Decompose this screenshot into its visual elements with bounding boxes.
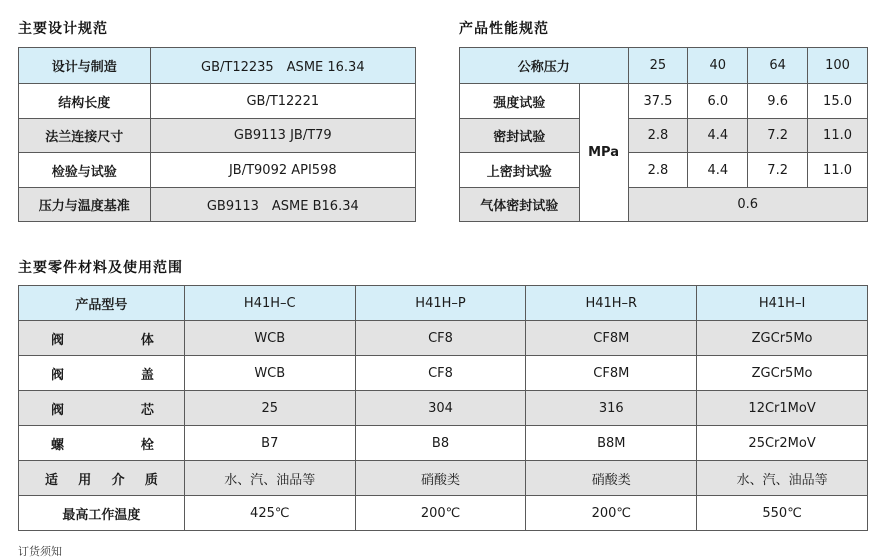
perf-value-cell: 2.8 [628, 153, 688, 188]
materials-label-cell [19, 426, 185, 461]
materials-title: 主要零件材料及使用范围 [18, 260, 183, 276]
materials-value-cell: WCB [184, 321, 355, 356]
perf-value-cell: 7.2 [748, 153, 808, 188]
label-char: 介 [111, 472, 125, 488]
materials-label-cell [19, 391, 185, 426]
perf-row [460, 153, 868, 188]
materials-label [19, 329, 184, 348]
perf-label-cell: 强度试验 [460, 84, 580, 119]
design-value-cell: GB9113 ASME B16.34 [150, 188, 415, 222]
materials-row [19, 496, 868, 531]
label-char: 栓 [140, 437, 154, 453]
materials-value-cell: CF8 [355, 356, 526, 391]
design-row [19, 119, 416, 153]
label-char: 芯 [140, 402, 154, 418]
materials-header-row [19, 286, 868, 321]
performance-spec-title: 产品性能规范 [459, 21, 549, 37]
perf-header-label: 公称压力 [460, 48, 629, 84]
label-char: 盖 [140, 367, 154, 383]
pressure-header-cell: 64 [748, 48, 808, 84]
design-value-cell: GB/T12235 ASME 16.34 [150, 48, 415, 84]
materials-value-cell: 水、汽、油品等 [697, 461, 868, 496]
materials-value-cell: 硝酸类 [355, 461, 526, 496]
materials-label-cell [19, 321, 185, 356]
perf-gas-value: 0.6 [628, 188, 868, 222]
model-header-cell: H41H–R [526, 286, 697, 321]
label-char: 质 [144, 472, 158, 488]
model-header-cell: H41H–P [355, 286, 526, 321]
perf-row [460, 119, 868, 153]
label-char: 阀 [51, 367, 65, 383]
materials-value-cell: CF8M [526, 356, 697, 391]
model-header-cell: H41H–I [697, 286, 868, 321]
materials-value-cell: 水、汽、油品等 [184, 461, 355, 496]
materials-header-label: 产品型号 [19, 286, 185, 321]
materials-value-cell: 316 [526, 391, 697, 426]
design-row [19, 188, 416, 222]
materials-value-cell: 12Cr1MoV [697, 391, 868, 426]
materials-table [18, 285, 868, 531]
model-header-cell: H41H–C [184, 286, 355, 321]
label-char: 螺 [51, 437, 65, 453]
design-row [19, 84, 416, 119]
label-char: 适 [45, 472, 59, 488]
design-value-cell: GB/T12221 [150, 84, 415, 119]
perf-value-cell: 9.6 [748, 84, 808, 119]
perf-value-cell: 11.0 [808, 119, 868, 153]
materials-value-cell: 550℃ [697, 496, 868, 531]
materials-label-cell [19, 356, 185, 391]
materials-label-cell [19, 461, 185, 496]
design-spec-table [18, 47, 416, 222]
footnote-text: 订货须知 [18, 545, 62, 558]
perf-value-cell: 6.0 [688, 84, 748, 119]
design-label-cell: 结构长度 [19, 84, 151, 119]
label-char: 体 [140, 332, 154, 348]
perf-label-cell: 气体密封试验 [460, 188, 580, 222]
materials-row [19, 321, 868, 356]
materials-row [19, 356, 868, 391]
design-label-cell: 法兰连接尺寸 [19, 119, 151, 153]
materials-value-cell: 25 [184, 391, 355, 426]
materials-value-cell: 425℃ [184, 496, 355, 531]
design-label-cell: 设计与制造 [19, 48, 151, 84]
label-char: 阀 [51, 402, 65, 418]
materials-label [19, 364, 184, 383]
design-value-cell: JB/T9092 API598 [150, 153, 415, 188]
materials-value-cell: 25Cr2MoV [697, 426, 868, 461]
design-label-cell: 压力与温度基准 [19, 188, 151, 222]
perf-unit-cell: MPa [579, 84, 628, 222]
materials-label [19, 399, 184, 418]
perf-header-row [460, 48, 868, 84]
materials-value-cell: B8 [355, 426, 526, 461]
performance-spec-table [459, 47, 868, 222]
perf-value-cell: 4.4 [688, 153, 748, 188]
pressure-header-cell: 100 [808, 48, 868, 84]
materials-value-cell: B8M [526, 426, 697, 461]
perf-value-cell: 37.5 [628, 84, 688, 119]
design-label-cell: 检验与试验 [19, 153, 151, 188]
label-char: 用 [78, 472, 92, 488]
design-value-cell: GB9113 JB/T79 [150, 119, 415, 153]
perf-value-cell: 15.0 [808, 84, 868, 119]
materials-label [19, 469, 184, 488]
materials-value-cell: CF8M [526, 321, 697, 356]
materials-value-cell: CF8 [355, 321, 526, 356]
materials-label-cell: 最高工作温度 [19, 496, 185, 531]
materials-row [19, 426, 868, 461]
perf-gas-row [460, 188, 868, 222]
materials-value-cell: B7 [184, 426, 355, 461]
perf-value-cell: 2.8 [628, 119, 688, 153]
materials-value-cell: 304 [355, 391, 526, 426]
materials-value-cell: 200℃ [355, 496, 526, 531]
design-spec-title: 主要设计规范 [18, 21, 108, 37]
materials-row [19, 391, 868, 426]
perf-value-cell: 11.0 [808, 153, 868, 188]
materials-value-cell: WCB [184, 356, 355, 391]
perf-label-cell: 密封试验 [460, 119, 580, 153]
perf-value-cell: 7.2 [748, 119, 808, 153]
design-row [19, 153, 416, 188]
perf-row [460, 84, 868, 119]
pressure-header-cell: 25 [628, 48, 688, 84]
perf-value-cell: 4.4 [688, 119, 748, 153]
materials-label [19, 434, 184, 453]
perf-label-cell: 上密封试验 [460, 153, 580, 188]
materials-value-cell: ZGCr5Mo [697, 321, 868, 356]
materials-value-cell: 200℃ [526, 496, 697, 531]
pressure-header-cell: 40 [688, 48, 748, 84]
design-row [19, 48, 416, 84]
materials-row [19, 461, 868, 496]
label-char: 阀 [51, 332, 65, 348]
materials-value-cell: ZGCr5Mo [697, 356, 868, 391]
materials-value-cell: 硝酸类 [526, 461, 697, 496]
